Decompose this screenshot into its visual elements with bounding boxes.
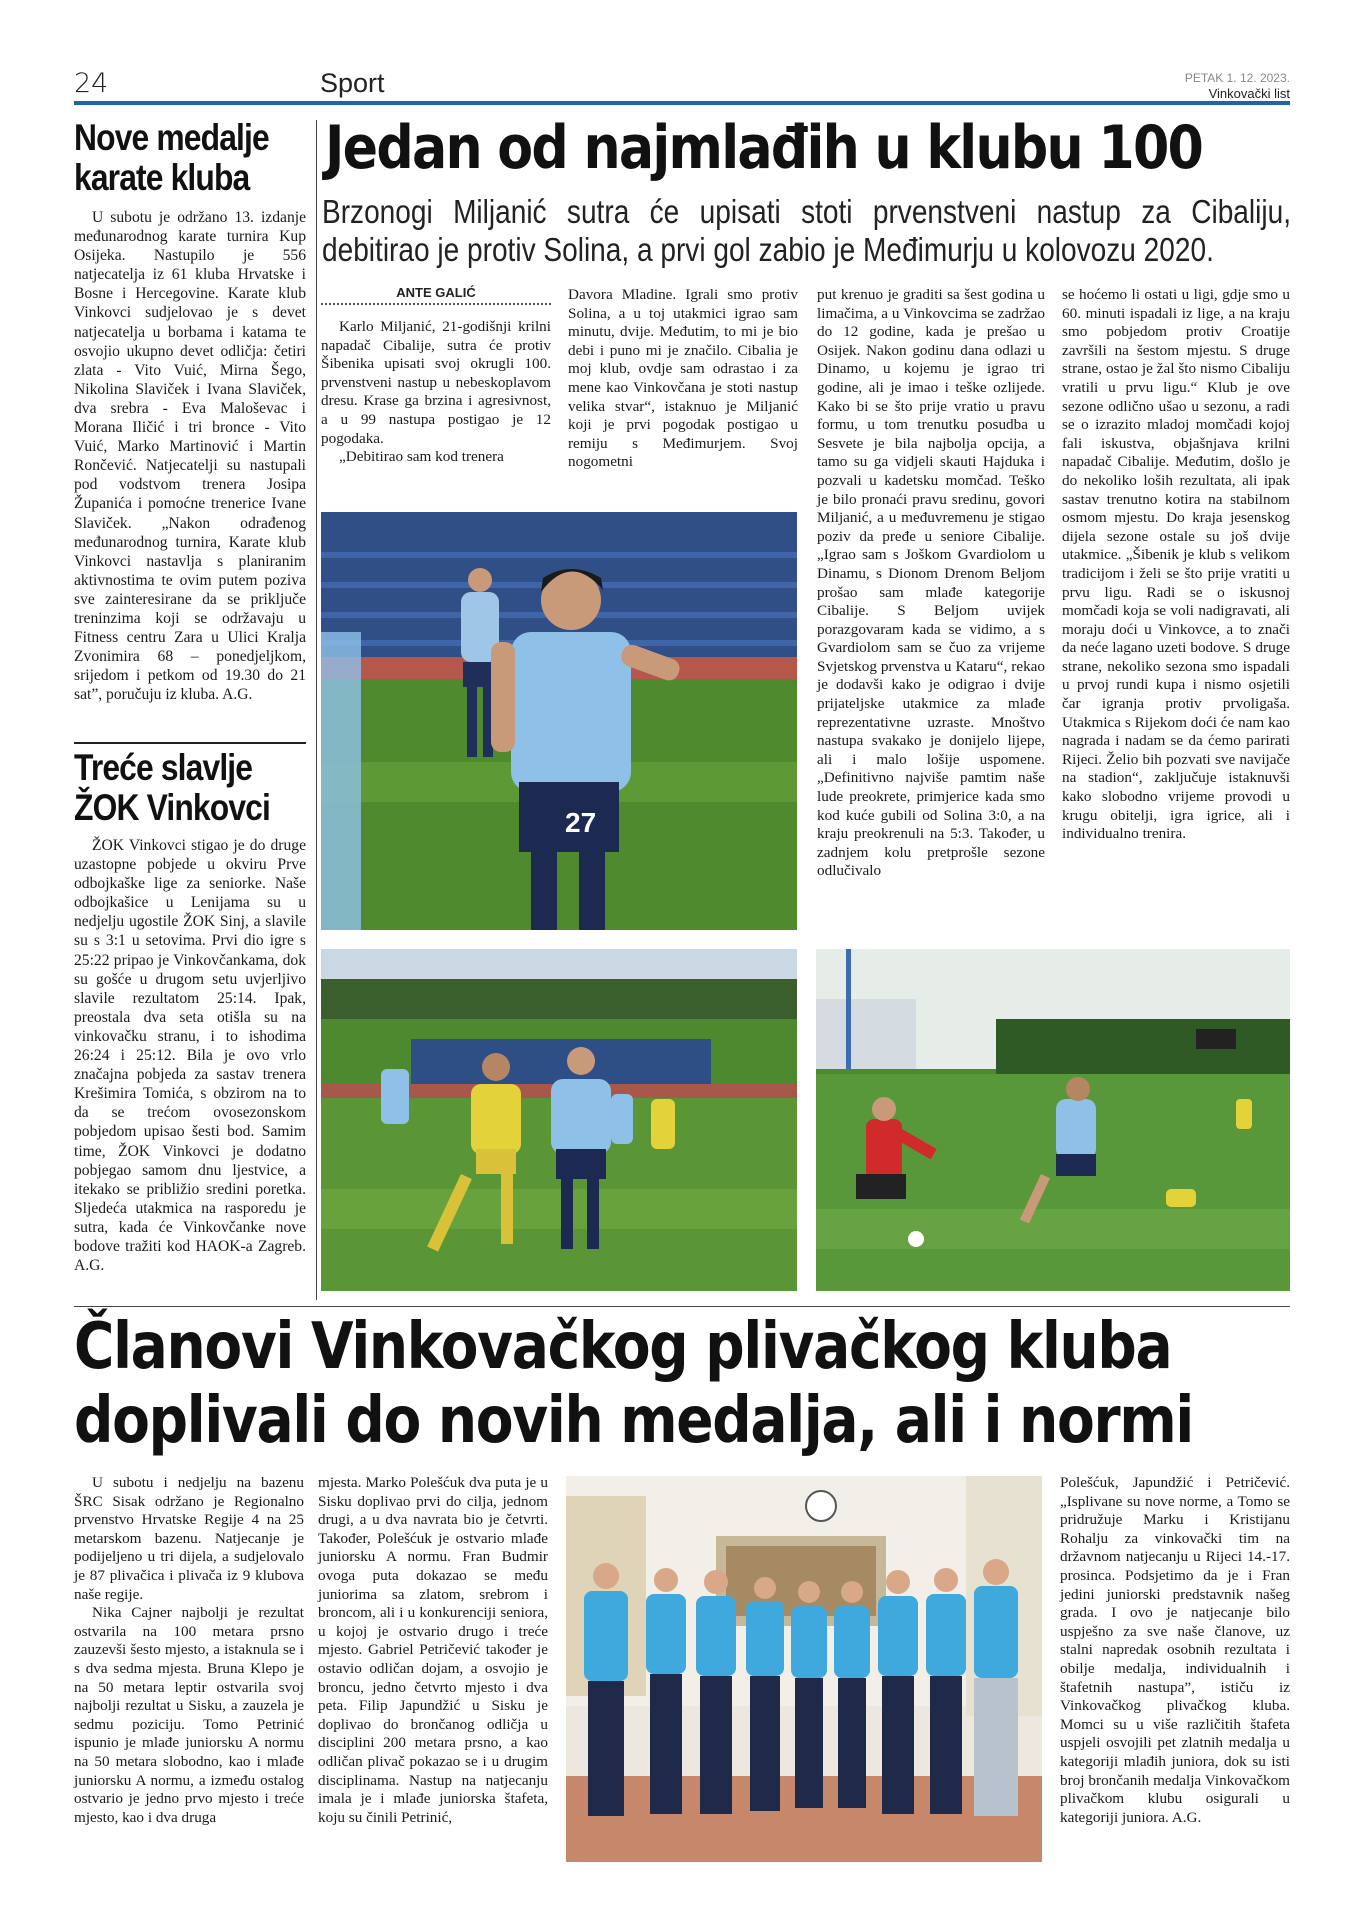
article-body	[74, 836, 306, 1275]
article-separator	[74, 742, 306, 744]
newspaper-name: Vinkovački list	[1208, 86, 1290, 101]
bottom-headline	[74, 1310, 1193, 1458]
photo-swimming-team	[566, 1476, 1042, 1862]
title-line: Nove medalje	[74, 117, 269, 158]
page-number: 24	[74, 68, 109, 99]
bottom-col-2	[318, 1474, 548, 1827]
article-title	[74, 118, 274, 198]
main-col-3	[817, 286, 1045, 881]
header-rule	[74, 101, 1290, 105]
paragraph: mjesta. Marko Polešćuk dva puta je u Sisku doplivao prvi do cilja, jednom drugi, a u dva navrata bio je četvrti. Također, Polešćuk je ostvario mlađe juniorsku A normu. Fran Budmir ovoga puta dokazao se među juniorima sa zlatom, srebrom i broncom, ali i u konkurenciji seniora, u kojoj je ostvario drugo i treće mjesto. Gabriel Petričević također je ostavio odličan dojam, a osvojio je broncu, jedno četvrto mjesto i dva peta. Filip Japundžić u Sisku je doplivao do brončanog odličja u disciplini 200 metara prsno, a kao odličan plivač pokazao se i u drugim disciplinama. Nastup na natjecanju imala je i mlađe juniorska štafeta, koju su činili Petrinić,	[318, 1474, 548, 1826]
photo-player-portrait	[321, 512, 797, 930]
photo-goalkeeper-save	[816, 949, 1290, 1291]
jersey-number: 27	[565, 807, 597, 838]
section-name: Sport	[320, 68, 385, 98]
sidebar-article-volleyball	[74, 748, 306, 1275]
main-headline: Jedan od najmlađih u klubu 100	[325, 113, 1203, 183]
sidebar-article-karate	[74, 118, 306, 704]
paragraph: put krenuo je graditi sa šest godina u limačima, a u Vinkovcima se zadržao do 12 godine, kada je prešao u Osijek. Nakon godinu dana odlazi u Dinamo, u kojemu je igrao tri godine, ali je imao i teške ozlijede. Kako bi se što prije vratio u pravu formu, u tom trenutku posudba u Sesvete je bila najbolja opcija, a tamo su ga vidjeli skauti Hajduka i pozvali u kadetsku momčad. Teško je bilo pronaći pravu sredinu, govori Miljanić, a u međuvremenu je stigao poziv da pređe u seniore Cibalije. „Igrao sam s Joškom Gvardiolom u Dinamu, s Dionom Drenom Beljom prošao sam mlađe kategorije Cibalije. S Beljom uvijek porazgovaram kada se vidimo, a s Gvardiolom sam se čuo za vrijeme Svjetskog prvenstva u Kataru“, rekao je dodavši kako je odigrao i dvije prijateljske utakmice za mlađe reprezentativne uzraste. Mnoštvo nastupa svakako je donijelo lijepe, ali i malo lošije uspomene. „Definitivno najviše pamtim naše lude preokrete, primjerice kada smo kod kuće gubili od Solina 3:0, a na kraju preokrenuli na 5:3. Također, u zadnjem kolu pretprošle sezone odlučivalo	[817, 286, 1045, 880]
main-col-1	[321, 318, 551, 467]
title-line: doplivali do novih medalja, ali i normi	[74, 1384, 1193, 1458]
section-divider	[74, 1306, 1290, 1307]
paragraph: se hoćemo li ostati u ligi, gdje smo u 60. minuti ispadali iz lige, a na kraju smo pobjedom protiv Croatije završili na šestom mjestu. S druge strane, ostao je žal što nismo Cibaliju vratili u prvu ligu.“ Klub je ove sezone odlično ušao u sezonu, a radi se o izrazito mladoj momčadi kojoj fali iskustva, objašnjava krilni napadač Cibalije. Međutim, došlo je do nekoliko loših rezultata, ali ipak sastav trenutno kotira na stabilnom osmom mjestu. Do kraja jesenskog dijela sezone ostale su još dvije utakmice. „Šibenik je klub s velikom tradicijom i želi se što prije vratiti u prvu ligu. Radi se o iskusnoj momčadi koja se voli nadigravati, ali moraju doći u Vinkovce, a to znači da neće lagano uzeti bodove. S druge strane, nekoliko sezona smo ispadali u prvoj rundi kupa i nismo osjetili čar igranja protiv prvoligaša. Utakmica s Rijekom doći će nam kao nagrada i nadam se da ćemo parirati Rijeci. Želio bih pozvati sve navijače na stadion“, zaključuje istaknuvši kako slobodno vrijeme provodi u krugu obitelji, igra igrice, ali i individualno trenira.	[1062, 286, 1290, 843]
title-line: Članovi Vinkovačkog plivačkog kluba	[74, 1310, 1172, 1384]
bottom-col-1	[74, 1474, 304, 1827]
paragraph: „Debitirao sam kod trenera	[339, 448, 504, 466]
byline-divider	[321, 303, 551, 305]
article-body	[74, 208, 306, 704]
paragraph: Nika Cajner najbolji je rezultat ostvarila na 100 metara prsno zauzevši šesto mjesto, a istaknula se i s dva sedma mjesta. Bruna Klepo je na 50 metara leptir ostvarila svoj najbolji rezultat u Sisku, a zauzela je sedmu poziciju. Tomo Petrinić ispunio je mlađe juniorsku A normu na 50 metara slobodno, kao i mlađe juniorsku A normu, a između ostalog ostvario je jedno prvo mjesto i treće mjesto, kao i dva druga	[74, 1604, 304, 1826]
paragraph: U subotu je održano 13. izdanje međunarodnog karate turnira Kup Osijeka. Nastupilo je 556 natjecatelja iz 61 kluba Hrvatske i Bosne i Hercegovine. Karate klub Vinkovci sudjelovao je s devet natjecatelja u borbama i katama te osvojio ukupno devet odličja: četiri zlata - Vito Vuić, Mirna Šego, Nikolina Slaviček i Ivana Slaviček, dva srebra - Eva Maloševac i Morana Iličić i tri bronce - Vito Vuić, Marko Martinović i Martin Rončević. Natjecatelji su nastupali pod vodstvom trenera Josipa Županića i pomoćne trenerice Ivane Slaviček. „Nakon odrađenog međunarodnog turnira, Karate klub Vinkovci nastavlja s planiranim aktivnostima te ovim putem poziva sve zainteresirane da se priključe treninzima koji se održavaju u Fitness centru Zara u Ulici Kralja Zvonimira 68 – ponedjeljkom, srijedom i petkom od 19.30 do 21 sat”, poručuju iz kluba. A.G.	[74, 209, 306, 704]
paragraph: Karlo Miljanić, 21-godišnji krilni napadač Cibalije, sutra će protiv Šibenika upisati svoj okrugli 100. prvenstveni nastup u nebeskoplavom dresu. Krase ga brzina i agresivnost, a u 99 nastupa postigao je 12 pogodaka.	[321, 318, 551, 447]
main-col-2	[568, 286, 798, 472]
title-line: Treće slavlje	[74, 747, 253, 788]
column-divider	[316, 120, 317, 1300]
bottom-col-3	[1060, 1474, 1290, 1827]
main-subheadline: Brzonogi Miljanić sutra će upisati stoti prvenstveni nastup za Cibaliju, debitirao je protiv Solina, a prvi gol zabio je Međimurju u kolovozu 2020.	[322, 193, 1291, 268]
title-line: karate kluba	[74, 157, 250, 198]
wall-clock-icon	[806, 1491, 836, 1521]
article-title	[74, 748, 274, 828]
issue-date: PETAK 1. 12. 2023.	[1184, 71, 1290, 85]
main-col-4	[1062, 286, 1290, 844]
paragraph: Polešćuk, Japundžić i Petričević. „Isplivane su nove norme, a Tomo se pridružuje Marku i Kristijanu Rohalju za vinkovački tim na državnom natjecanju u Rijeci 14.-17. prosinca. Podsjetimo da je i Fran jedini juniorski predstavnik našeg grada. I ovo je natjecanje bilo uspješno za sve naše članove, uz stalni napredak osobnih rezultata i obilje medalja, individualnih i štafetnih nastupa”, ističu iz Vinkovačkog plivačkog kluba. Momci su u više različitih štafeta uspjeli osvojili pet zlatnih medalja u kategoriji mlađih juniora, dok su isti broj brončanih medalja Vinkovačkom plivačkom klubu osigurali u kategoriji juniora. A.G.	[1060, 1474, 1290, 1826]
paragraph: Davora Mladine. Igrali smo protiv Solina, a u toj utakmici igrao sam minutu, dvije. Međutim, to mi je bio debi i puno mi je značilo. Cibalia je moj klub, ovdje sam odrastao i za mene kao Vinkovčana je stoti nastup velika stvar“, istaknuo je Miljanić koji je prvi pogodak postigao u remiju s Međimurjem. Svoj nogometni	[568, 286, 798, 471]
title-line: ŽOK Vinkovci	[74, 787, 270, 828]
paragraph: U subotu i nedjelju na bazenu ŠRC Sisak održano je Regionalno prvenstvo Hrvatske Regije 4 na 25 metarskom bazenu. Natjecanje je podijeljeno u tri dijela, a sudjelovalo je 87 plivačica i plivača iz 9 klubova naše regije.	[74, 1474, 304, 1603]
photo-match-action	[321, 949, 797, 1291]
byline: ANTE GALIĆ	[396, 285, 476, 300]
paragraph: ŽOK Vinkovci stigao je do druge uzastopne pobjede u okviru Prve odbojkaške lige za seniorke. Naše odbojkašice u Lenijama su u nedjelju ugostile ŽOK Sinj, a slavile su s 3:1 u setovima. Prvi dio igre s 25:22 pripao je Vinkovčankama, dok su gošće u drugom setu uvjerljivo slavile rezultatom 25:14. Ipak, preostala dva seta otišla su na vinkovačku stranu, i to ishodima 26:24 i 25:12. Bila je ovo vrlo značajna pobjeda za sastav trenera Krešimira Tomića, s obzirom na to da se trećom ovosezonskom pobjedom upisao šesti bod. Samim time, ŽOK Vinkovci je dodatno pobjegao samom dnu ljestvice, a itekako se približio sredini poretka. Sljedeća utakmica na rasporedu je sutra, kada će Vinkovčanke nove bodove tražiti kod HAOK-a Zagreb. A.G.	[74, 837, 306, 1275]
